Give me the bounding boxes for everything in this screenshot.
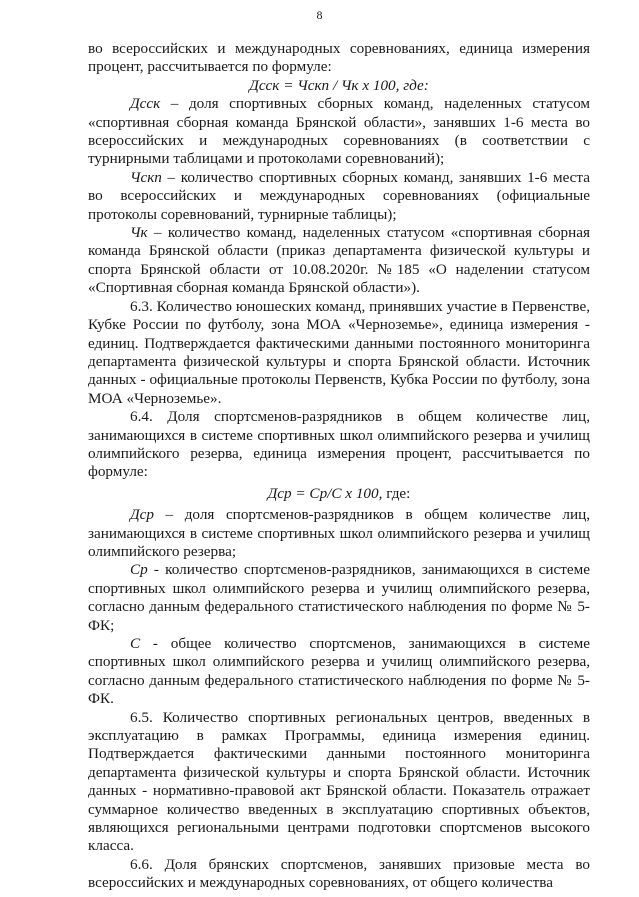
definition-sr (88, 561, 590, 635)
term-chk: Чк (130, 224, 148, 242)
definition-chskp-text: – количество спортивных сборных команд, занявших 1-6 места во всероссийских и международных соревнованиях (официальные протоколы соревнований, турнирные таблицы); (88, 168, 590, 223)
term-s: С (130, 635, 141, 652)
paragraph-6-4: 6.4. Доля спортсменов-разрядников в общем количестве лиц, занимающихся в системе спортивных школ олимпийского резерва и училищ олимпийского резерва, единица измерения процент, рассчитывается по формуле: (88, 408, 590, 481)
term-sr: Ср (130, 561, 148, 579)
definition-s (88, 635, 590, 709)
definition-s-text: - общее количество спортсменов, занимающихся в системе спортивных школ олимпийского резерва и училищ олимпийского резерва, согласно данным федерального статистического наблюдения по форме № 5-ФК. (88, 635, 590, 708)
definition-chk (88, 224, 590, 298)
definition-dsr (88, 506, 590, 561)
paragraph-intro: во всероссийских и международных соревнованиях, единица измерения процент, рассчитывается по формуле: (88, 40, 590, 76)
formula-dsr-tail: где: (382, 484, 411, 502)
page-number: 8 (316, 8, 323, 22)
definition-chk-text: – количество команд, наделенных статусом «спортивная сборная команда Брянской области (приказ департамента физической культуры и спорта Брянской области от 10.08.2020г. №185 «О наделении статусом «Спортивная сборная команда Брянской области»). (88, 224, 590, 297)
term-dssk: Дсск (130, 95, 161, 113)
formula-dssk: Дсск = Чскп / Чк х 100, где: (249, 76, 429, 94)
definition-dssk (88, 95, 590, 169)
definition-dsr-text: – доля спортсменов-разрядников в общем количестве лиц, занимающихся в системе спортивных школ олимпийского резерва и училищ олимпийского резерва; (88, 506, 590, 560)
paragraph-6-3: 6.3. Количество юношеских команд, принявших участие в Первенстве, Кубке России по футболу, зона МОА «Черноземье», единица измерения - единиц. Подтверждается фактическими данными постоянного мониторинга департамента физической культуры и спорта Брянской области. Источник данных - официальные протоколы Первенств, Кубка России по футболу, зона МОА «Черноземье». (88, 297, 590, 407)
term-chskp: Чскп (130, 168, 162, 186)
definition-dssk-text: – доля спортивных сборных команд, наделенных статусом «спортивная сборная команда Брянской области», занявших 1-6 места во всероссийских и международных соревнованиях (в соответствии с турнирными таблицами и протоколами соревнований); (88, 95, 590, 168)
formula-dsr-expression: Дср = Ср/С х 100, (267, 484, 383, 502)
term-dsr: Дср (130, 506, 154, 524)
document-body (88, 40, 590, 893)
paragraph-6-6: 6.6. Доля брянских спортсменов, занявших призовые места во всероссийских и международных соревнованиях, от общего количества (88, 855, 590, 892)
formula-dsr (88, 485, 590, 503)
definition-chskp (88, 169, 590, 224)
paragraph-6-5: 6.5. Количество спортивных региональных центров, введенных в эксплуатацию в рамках Программы, единица измерения единиц. Подтверждается фактическими данными постоянного мониторинга департамента физической культуры и спорта Брянской области. Источник данных - нормативно-правовой акт Брянской области. Показатель отражает суммарное количество введенных в эксплуатацию спортивных объектов, являющихся региональными центрами подготовки спортсменов высокого класса. (88, 708, 590, 855)
definition-sr-text: - количество спортсменов-разрядников, занимающихся в системе спортивных школ олимпийского резерва и училищ олимпийского резерва, согласно данным федерального статистического наблюдения по форме № 5-ФК; (88, 561, 590, 634)
